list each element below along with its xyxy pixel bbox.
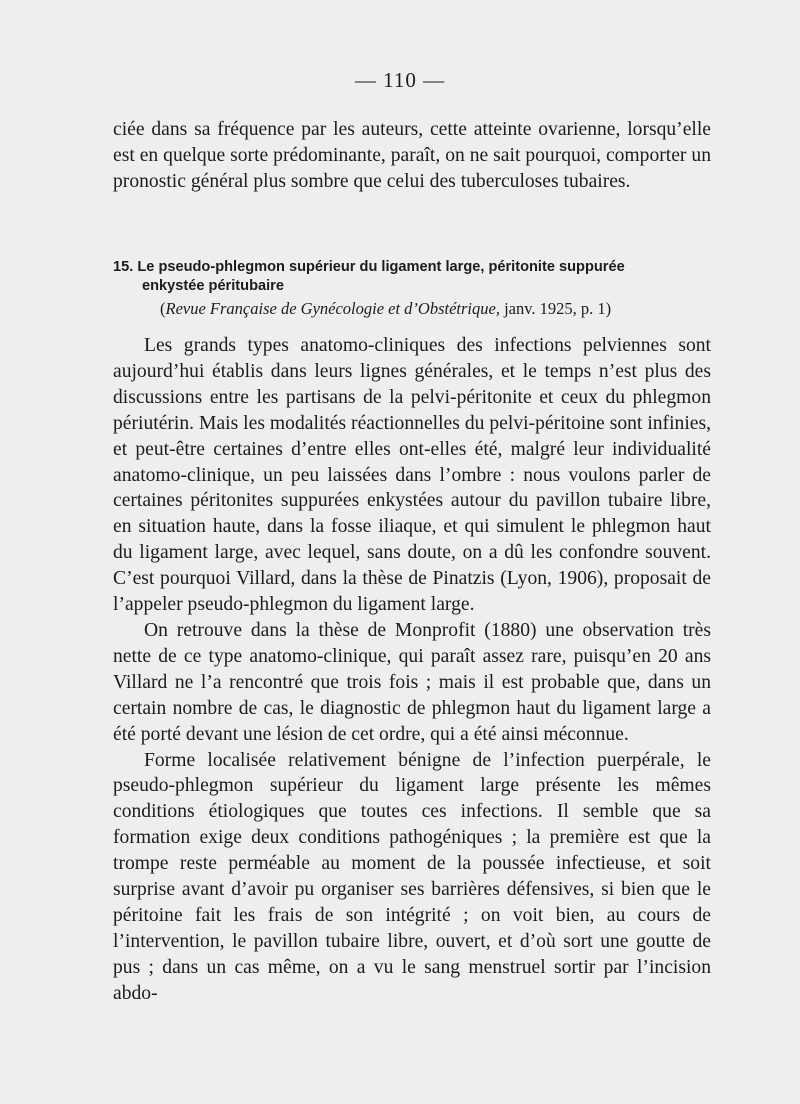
citation-journal: Revue Française de Gynécologie et d’Obstétrique, [165, 299, 500, 318]
body-paragraph-3: Forme localisée relativement bénigne de l’infection puerpérale, le pseudo-phlegmon supérieur du ligament large présente les mêmes conditions étiologiques que toutes ces infections. Il semble que sa formation exige deux conditions pathogéniques ; la première est que la trompe reste perméable au moment de la poussée infectieuse, et soit surprise avant d’avoir pu organiser ses barrières défensives, si bien que le péritoine fait les frais de son intégrité ; on voit bien, au cours de l’intervention, le pavillon tubaire libre, ouvert, et d’où sort une goutte de pus ; dans un cas même, on a vu le sang menstruel sortir par l’incision abdo- [113, 749, 711, 1004]
page-number: — 110 — [354, 68, 446, 92]
continuation-paragraph: ciée dans sa fréquence par les auteurs, cette atteinte ovarienne, lorsqu’elle est en quelque sorte prédominante, paraît, on ne sait pourquoi, comporter un pronostic général plus sombre que celui des tuberculoses tubaires. [113, 119, 711, 192]
article-citation [160, 299, 720, 319]
article-heading [113, 258, 713, 296]
article-number: 15. [113, 259, 134, 275]
article-title-line-1: Le pseudo-phlegmon supérieur du ligament large, péritonite suppurée [137, 259, 625, 275]
body-paragraph-2: On retrouve dans la thèse de Monprofit (1880) une observation très nette de ce type anatomo-clinique, qui paraît assez rare, puisqu’en 20 ans Villard ne l’a rencontré que trois fois ; mais il est probable que, dans un certain nombre de cas, le diagnostic de phlegmon haut du ligament large a été porté devant une lésion de cet ordre, qui a été ainsi méconnue. [113, 619, 711, 745]
citation-details: janv. 1925, p. 1) [499, 299, 612, 318]
article-body [113, 333, 711, 1007]
body-paragraph-1: Les grands types anatomo-cliniques des infections pelviennes sont aujourd’hui établis dans leurs lignes générales, et le temps n’est plus des discussions entre les partisans de la pelvi-péritonite et ceux du phlegmon périutérin. Mais les modalités réactionnelles du pelvi-péritoine sont infinies, et peut-être certaines d’entre elles ont-elles été, malgré leur individualité anatomo-clinique, un peu laissées dans l’ombre : nous voulons parler de certaines péritonites suppurées enkystées autour du pavillon tubaire libre, en situation haute, dans la fosse iliaque, et qui simulent le phlegmon haut du ligament large, avec lequel, sans doute, on a dû les confondre souvent. C’est pourquoi Villard, dans la thèse de Pinatzis (Lyon, 1906), proposait de l’appeler pseudo-phlegmon du ligament large. [113, 335, 711, 616]
heading-line-1 [113, 258, 713, 277]
continuation-text-block [113, 117, 711, 195]
citation-open: ( [160, 299, 166, 318]
article-title-line-2: enkystée péritubaire [142, 278, 284, 294]
